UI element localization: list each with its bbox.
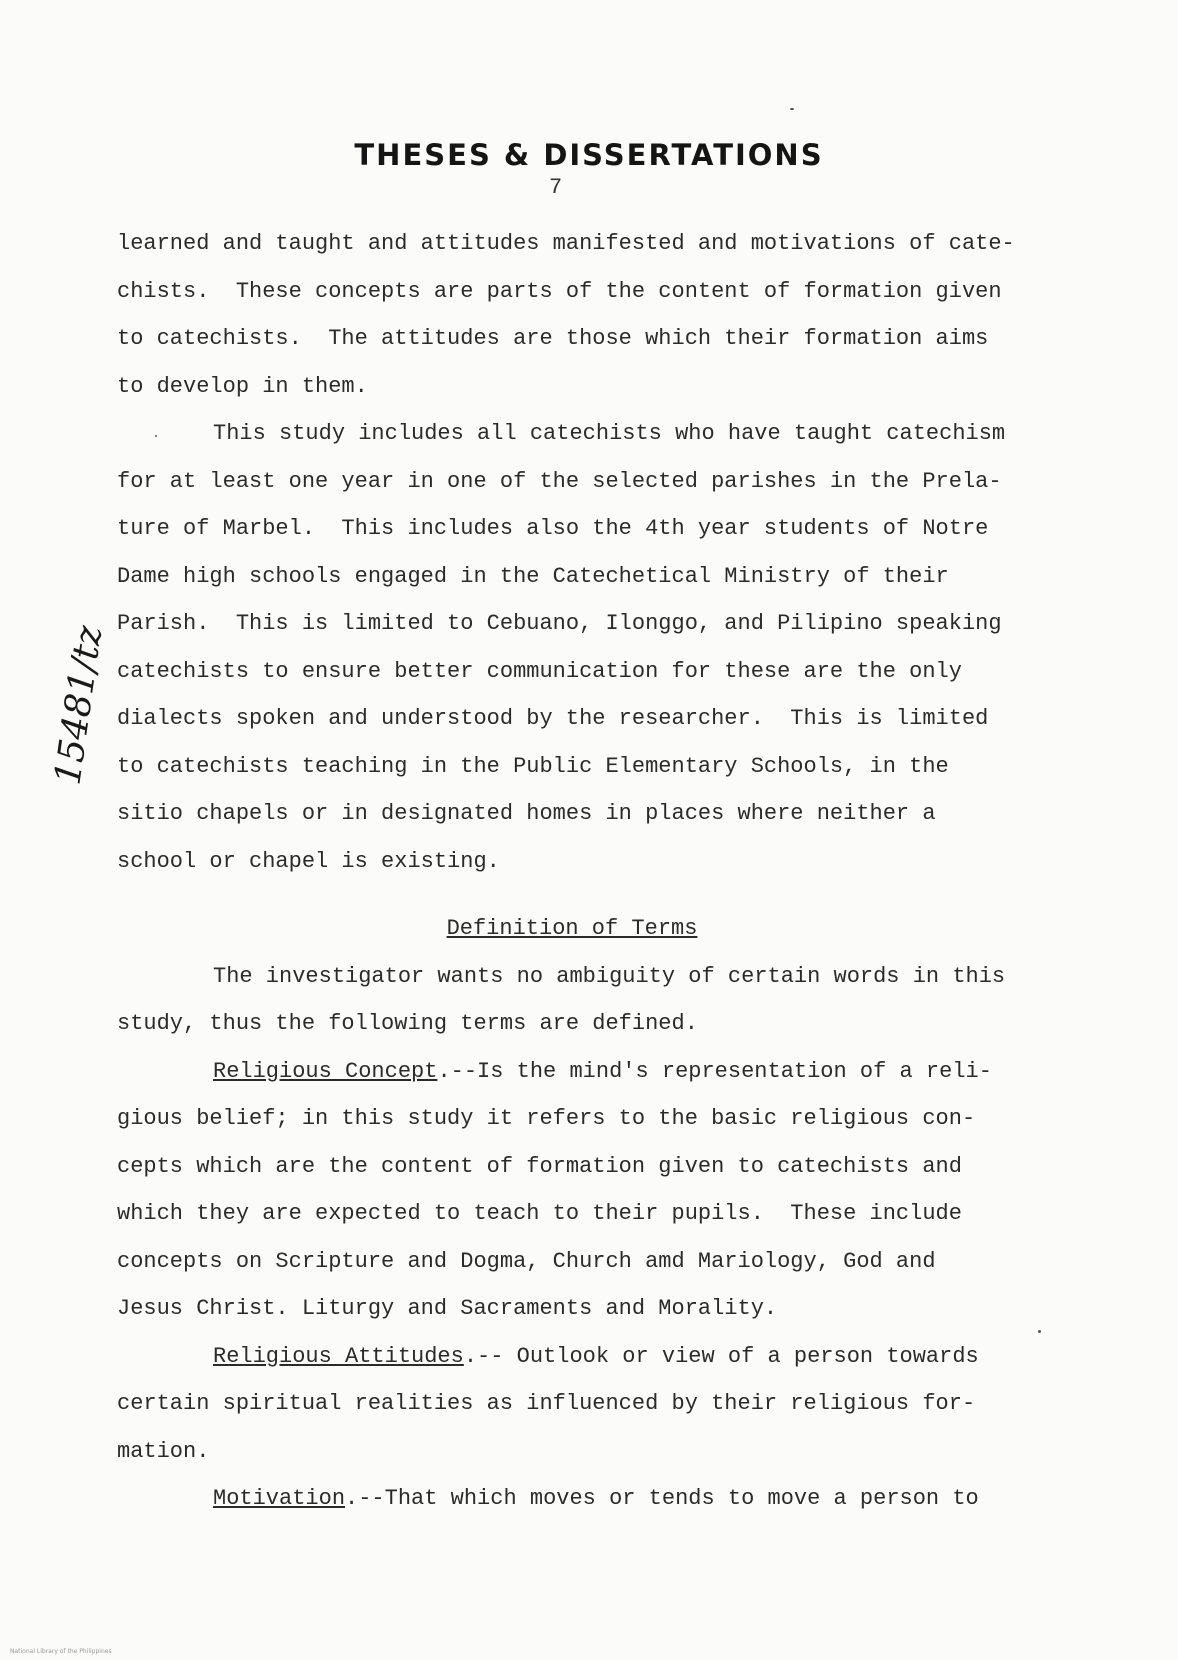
text-line: certain spiritual realities as influenced by their religious for- bbox=[117, 1391, 976, 1416]
definition-text: .-- Outlook or view of a person towards bbox=[463, 1343, 979, 1369]
term-motivation: Motivation bbox=[213, 1486, 346, 1511]
text-line: The investigator wants no ambiguity of certain words in this bbox=[213, 963, 1006, 989]
text-line: chists. These concepts are parts of the content of formation given bbox=[117, 278, 1002, 304]
definition-motivation bbox=[117, 1475, 1067, 1523]
scan-speck bbox=[155, 435, 157, 437]
text-line: to develop in them. bbox=[117, 373, 368, 399]
text-line: dialects spoken and understood by the researcher. This is limited bbox=[117, 706, 989, 731]
page-number: 7 bbox=[549, 175, 563, 200]
definition-religious-attitudes bbox=[117, 1333, 1067, 1381]
section-heading-definition-of-terms: Definition of Terms bbox=[446, 916, 698, 941]
handwritten-margin-note bbox=[38, 600, 118, 790]
text-line: This study includes all catechists who have taught catechism bbox=[213, 421, 1006, 446]
scan-footer: National Library of the Philippines bbox=[10, 1648, 112, 1655]
margin-note-text: 15481/tz bbox=[47, 623, 111, 788]
text-line: to catechists. The attitudes are those which their formation aims bbox=[117, 326, 989, 351]
definition-text: .--That which moves or tends to move a person to bbox=[345, 1486, 979, 1511]
definition-religious-concept bbox=[117, 1048, 1067, 1096]
text-line: learned and taught and attitudes manifested and motivations of cate- bbox=[117, 231, 1015, 256]
term-religious-concept: Religious Concept bbox=[213, 1058, 438, 1084]
text-line: school or chapel is existing. bbox=[117, 848, 500, 874]
theses-dissertations-stamp: THESES & DISSERTATIONS bbox=[354, 138, 824, 172]
text-line: which they are expected to teach to their pupils. These include bbox=[117, 1201, 962, 1226]
text-line: Jesus Christ. Liturgy and Sacraments and Morality. bbox=[117, 1296, 778, 1321]
text-line: ture of Marbel. This includes also the 4th year students of Notre bbox=[117, 516, 989, 541]
text-line: gious belief; in this study it refers to the basic religious con- bbox=[117, 1106, 976, 1131]
text-line: Dame high schools engaged in the Catechetical Ministry of their bbox=[117, 563, 949, 589]
text-line: mation. bbox=[117, 1438, 210, 1464]
text-line: cepts which are the content of formation given to catechists and bbox=[117, 1153, 962, 1179]
text-line: sitio chapels or in designated homes in places where neither a bbox=[117, 801, 936, 826]
term-religious-attitudes: Religious Attitudes bbox=[213, 1343, 464, 1369]
definition-text: .--Is the mind's representation of a reli- bbox=[437, 1058, 992, 1084]
scan-speck bbox=[1038, 1330, 1041, 1333]
text-line: for at least one year in one of the selected parishes in the Prela- bbox=[117, 468, 1002, 494]
text-line: to catechists teaching in the Public Elementary Schools, in the bbox=[117, 753, 949, 779]
body-text bbox=[117, 220, 1067, 1523]
text-line: study, thus the following terms are defined. bbox=[117, 1011, 698, 1036]
text-line: concepts on Scripture and Dogma, Church amd Mariology, God and bbox=[117, 1248, 936, 1274]
text-line: catechists to ensure better communication for these are the only bbox=[117, 658, 962, 684]
scan-speck bbox=[790, 108, 794, 110]
text-line: Parish. This is limited to Cebuano, Ilonggo, and Pilipino speaking bbox=[117, 611, 1002, 636]
